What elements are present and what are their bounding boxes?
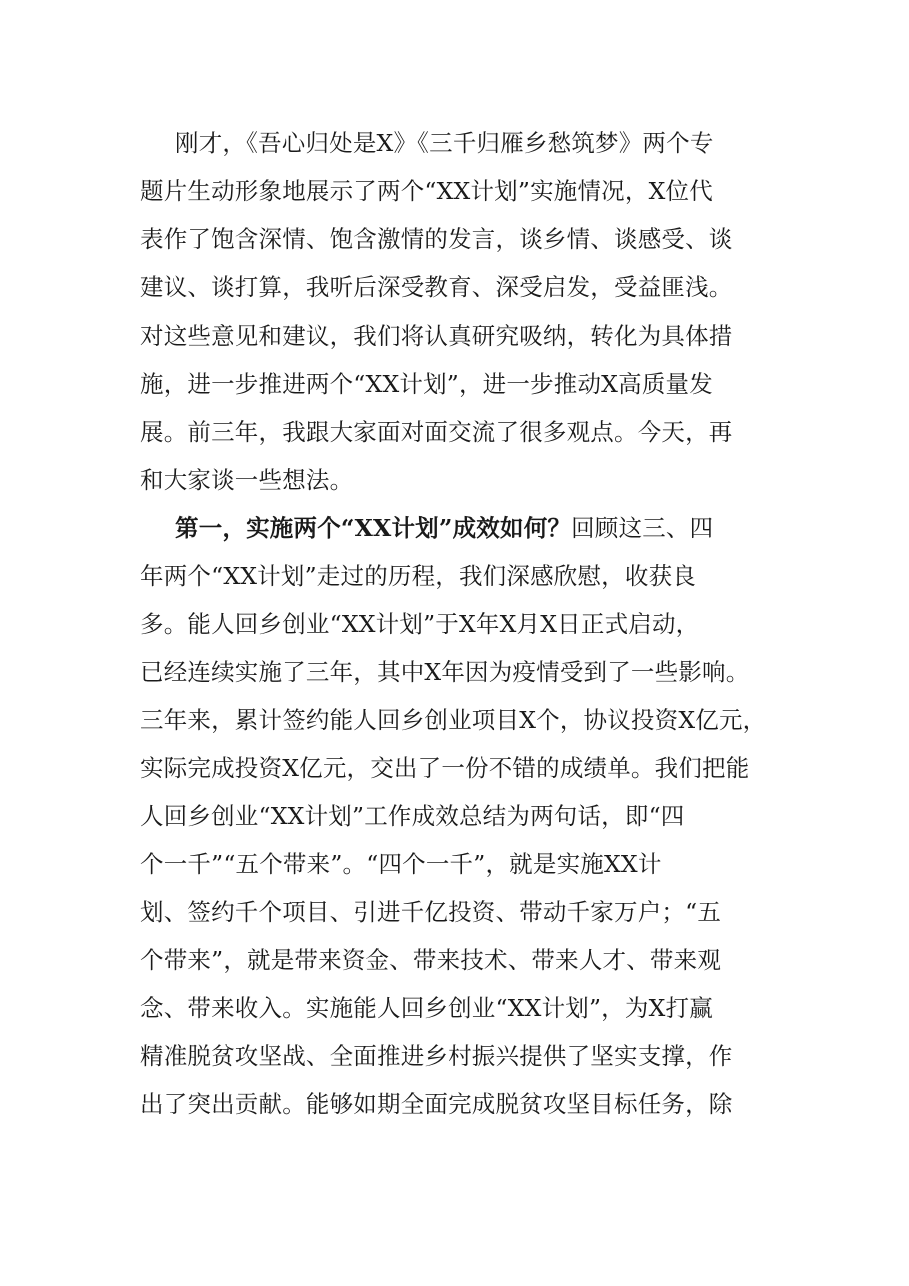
- paragraph-2-line-8: 个一千”“五个带来”。“四个一千”，就是实施XX计: [140, 850, 662, 878]
- paragraph-2-line-2: 年两个“XX计划”走过的历程，我们深感欣慰，收获良: [140, 562, 696, 590]
- paragraph-2-line-3: 多。能人回乡创业“XX计划”于X年X月X日正式启动，: [140, 610, 700, 638]
- paragraph-1-line-1: 刚才，《吾心归处是X》《三千归雁乡愁筑梦》两个专: [175, 129, 714, 157]
- paragraph-2-line-10: 个带来”，就是带来资金、带来技术、带来人才、带来观: [140, 946, 722, 974]
- paragraph-1-line-2: 题片生动形象地展示了两个“XX计划”实施情况，X位代: [140, 177, 713, 205]
- paragraph-2-line-1: [175, 513, 713, 543]
- paragraph-2-line-11: 念、带来收入。实施能人回乡创业“XX计划”，为X打赢: [140, 994, 713, 1022]
- paragraph-1-line-3: 表作了饱含深情、饱含激情的发言，谈乡情、谈感受、谈: [140, 225, 733, 253]
- paragraph-2-line-6: 实际完成投资X亿元，交出了一份不错的成绩单。我们把能: [140, 754, 750, 782]
- paragraph-1-line-8: 和大家谈一些想法。: [140, 466, 354, 494]
- paragraph-1-line-7: 展。前三年，我跟大家面对面交流了很多观点。今天，再: [140, 418, 733, 446]
- paragraph-2-line-9: 划、签约千个项目、引进千亿投资、带动千家万户；“五: [140, 898, 722, 926]
- paragraph-2-line-13: 出了突出贡献。能够如期全面完成脱贫攻坚目标任务，除: [140, 1090, 733, 1118]
- paragraph-2-line-7: 人回乡创业“XX计划”工作成效总结为两句话，即“四: [140, 802, 685, 830]
- paragraph-2-line-5: 三年来，累计签约能人回乡创业项目X个，协议投资X亿元，: [140, 706, 767, 734]
- paragraph-2-line-4: 已经连续实施了三年，其中X年因为疫情受到了一些影响。: [140, 658, 750, 686]
- paragraph-2-line-1-rest: 回顾这三、四: [571, 514, 714, 542]
- paragraph-1-line-6: 施，进一步推进两个“XX计划”，进一步推动X高质量发: [140, 370, 713, 398]
- section-heading: 第一，实施两个“XX计划”成效如何？: [175, 514, 572, 542]
- paragraph-1-line-5: 对这些意见和建议，我们将认真研究吸纳，转化为具体措: [140, 322, 733, 350]
- paragraph-2-line-12: 精准脱贫攻坚战、全面推进乡村振兴提供了坚实支撑，作: [140, 1042, 733, 1070]
- paragraph-1-line-4: 建议、谈打算，我听后深受教育、深受启发，受益匪浅。: [140, 273, 733, 301]
